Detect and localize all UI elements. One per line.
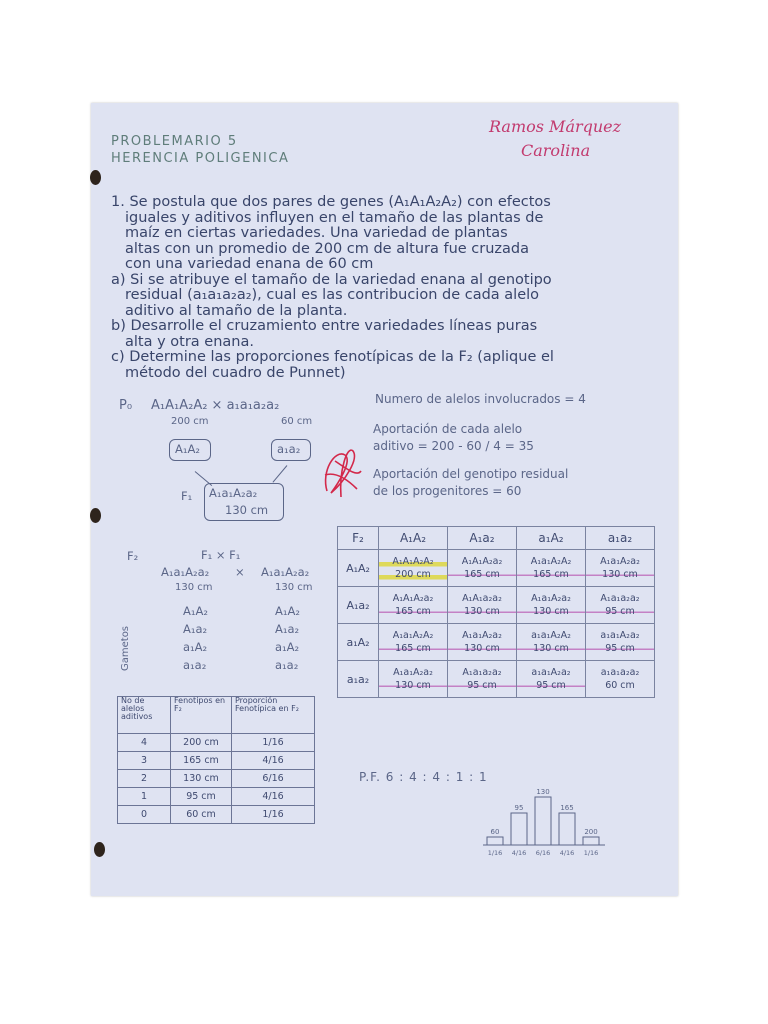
gamete-tall: A₁A₂ xyxy=(175,442,200,456)
punnett-genotype: A₁a₁a₂a₂ xyxy=(462,667,502,678)
bar-category-label: 60 xyxy=(490,828,500,836)
phenotype-table-header: No de alelos aditivos xyxy=(118,697,171,734)
p0-cross: A₁A₁A₂A₂ × a₁a₁a₂a₂ xyxy=(151,398,280,413)
binder-hole xyxy=(90,508,101,523)
statement-line: maíz en ciertas variedades. Una variedad de plantas xyxy=(125,225,508,241)
punnett-height: 95 cm xyxy=(448,679,516,692)
f1-height: 130 cm xyxy=(225,503,269,517)
statement-line: aditivo al tamaño de la planta. xyxy=(125,302,348,319)
punnett-column-header: a₁a₂ xyxy=(586,527,655,550)
table-row xyxy=(118,752,315,770)
punnett-height: 95 cm xyxy=(586,605,654,618)
phenotype-table-cell: 4/16 xyxy=(232,752,315,770)
table-row xyxy=(118,734,315,752)
contribution-note-2: aditivo = 200 - 60 / 4 = 35 xyxy=(373,439,534,453)
punnett-row-header: A₁A₂ xyxy=(338,550,379,587)
phenotype-table-cell: 165 cm xyxy=(171,752,232,770)
p0-tall-height: 200 cm xyxy=(171,416,209,427)
bar-proportion-label: 4/16 xyxy=(511,849,527,857)
punnett-height: 200 cm xyxy=(379,568,447,581)
residual-note-1: Aportación del genotipo residual xyxy=(373,467,569,481)
table-row xyxy=(118,788,315,806)
punnett-cell xyxy=(586,661,655,698)
punnett-row-header: a₁A₂ xyxy=(338,624,379,661)
punnett-height: 165 cm xyxy=(448,568,516,581)
phenotype-table-header: Fenotipos en F₂ xyxy=(171,697,232,734)
binder-hole xyxy=(90,170,101,185)
f2-cross-x: × xyxy=(235,565,245,579)
punnett-height: 130 cm xyxy=(517,605,585,618)
punnett-height: 165 cm xyxy=(379,642,447,655)
punnett-height: 130 cm xyxy=(379,679,447,692)
punnett-row-header: A₁a₂ xyxy=(338,587,379,624)
alleles-note: Numero de alelos involucrados = 4 xyxy=(375,392,586,406)
punnett-cell xyxy=(448,624,517,661)
statement-line: c) Determine las proporciones fenotípicas de la F₂ (aplique el xyxy=(111,349,554,365)
gamete-item: a₁a₂ xyxy=(275,658,299,672)
phenotype-bar xyxy=(535,797,551,845)
gamete-item: A₁A₂ xyxy=(275,604,300,618)
punnett-height: 165 cm xyxy=(517,568,585,581)
statement-line: b) Desarrolle el cruzamiento entre variedades líneas puras xyxy=(111,318,538,334)
punnett-genotype: A₁a₁A₂a₂ xyxy=(531,593,571,604)
phenotype-table-cell: 130 cm xyxy=(171,770,232,788)
punnett-cell xyxy=(517,550,586,587)
bar-proportion-label: 1/16 xyxy=(487,849,503,857)
punnett-cell xyxy=(586,587,655,624)
f2-right-genotype: A₁a₁A₂a₂ xyxy=(261,565,310,579)
gamete-item: A₁a₂ xyxy=(183,622,208,636)
phenotype-table-cell: 1/16 xyxy=(232,734,315,752)
bar-proportion-label: 4/16 xyxy=(559,849,575,857)
phenotype-table-cell: 2 xyxy=(118,770,171,788)
phenotype-bar xyxy=(487,837,503,845)
punnett-height: 130 cm xyxy=(586,568,654,581)
binder-hole xyxy=(94,842,105,857)
phenotype-table xyxy=(117,696,315,824)
punnett-column-header: A₁A₂ xyxy=(379,527,448,550)
phenotype-table-cell: 6/16 xyxy=(232,770,315,788)
statement-line: iguales y aditivos influyen en el tamaño de las plantas de xyxy=(125,209,544,226)
f2-label: F₂ xyxy=(127,549,139,563)
statement-line: alta y otra enana. xyxy=(125,333,254,350)
punnett-genotype: a₁a₁A₂a₂ xyxy=(531,667,571,678)
punnett-height: 130 cm xyxy=(517,642,585,655)
punnett-column-header: a₁A₂ xyxy=(517,527,586,550)
author-firstname: Carolina xyxy=(521,141,591,160)
punnett-genotype: A₁A₁a₂a₂ xyxy=(462,593,502,604)
worksheet-subtitle: HERENCIA POLIGENICA xyxy=(111,151,290,166)
punnett-genotype: A₁a₁A₂a₂ xyxy=(600,556,640,567)
gamete-item: a₁A₂ xyxy=(275,640,300,654)
author-surname: Ramos Márquez xyxy=(489,117,622,136)
red-scribble-mark xyxy=(317,441,367,503)
gamete-item: a₁A₂ xyxy=(183,640,208,654)
worksheet-title: PROBLEMARIO 5 xyxy=(111,134,238,149)
punnett-genotype: a₁a₁A₂a₂ xyxy=(600,630,640,641)
statement-line: altas con un promedio de 200 cm de altura fue cruzada xyxy=(125,240,529,257)
phenotype-table-cell: 4/16 xyxy=(232,788,315,806)
phenotype-bar-sketch xyxy=(479,785,609,865)
punnett-genotype: A₁a₁A₂a₂ xyxy=(462,630,502,641)
phenotype-table-cell: 60 cm xyxy=(171,806,232,824)
statement-line: 1. Se postula que dos pares de genes (A₁A₁A₂A₂) con efectos xyxy=(111,194,551,210)
phenotype-bar xyxy=(583,837,599,845)
punnett-cell xyxy=(517,587,586,624)
contribution-note-1: Aportación de cada alelo xyxy=(373,422,523,436)
phenotype-table-cell: 4 xyxy=(118,734,171,752)
punnett-cell xyxy=(379,550,448,587)
phenotype-table-cell: 1/16 xyxy=(232,806,315,824)
statement-line: a) Si se atribuye el tamaño de la variedad enana al genotipo xyxy=(111,271,552,288)
residual-note-2: de los progenitores = 60 xyxy=(373,484,522,498)
bar-proportion-label: 1/16 xyxy=(583,849,599,857)
punnett-cell xyxy=(379,624,448,661)
f2-left-genotype: A₁a₁A₂a₂ xyxy=(161,565,210,579)
punnett-genotype: A₁A₁A₂a₂ xyxy=(392,593,434,604)
punnett-genotype: A₁A₁A₂A₂ xyxy=(379,555,447,568)
gamete-item: A₁A₂ xyxy=(183,604,208,618)
punnett-height: 60 cm xyxy=(605,680,635,691)
punnett-square xyxy=(337,526,655,698)
gametes-label: Gametos xyxy=(120,625,131,671)
punnett-cell xyxy=(448,661,517,698)
scribble-path xyxy=(325,450,361,497)
punnett-genotype: A₁a₁a₂a₂ xyxy=(600,593,640,604)
punnett-genotype: A₁A₁A₂a₂ xyxy=(461,556,503,567)
f2-right-height: 130 cm xyxy=(275,582,313,593)
punnett-height: 130 cm xyxy=(448,605,516,618)
punnett-genotype: a₁a₁a₂a₂ xyxy=(600,667,640,678)
bar-category-label: 165 xyxy=(560,804,574,812)
punnett-height: 95 cm xyxy=(586,642,654,655)
punnett-genotype: A₁a₁A₂A₂ xyxy=(530,556,572,567)
phenotype-table-cell: 0 xyxy=(118,806,171,824)
cross-line-right xyxy=(272,465,287,482)
table-row xyxy=(118,806,315,824)
f2-left-height: 130 cm xyxy=(175,582,213,593)
statement-line: con una variedad enana de 60 cm xyxy=(125,256,374,272)
gamete-dwarf: a₁a₂ xyxy=(277,442,301,456)
bar-category-label: 95 xyxy=(514,804,524,812)
bar-proportion-label: 6/16 xyxy=(535,849,551,857)
f1-label: F₁ xyxy=(181,489,193,503)
phenotype-table-cell: 200 cm xyxy=(171,734,232,752)
punnett-cell xyxy=(448,587,517,624)
punnett-cell xyxy=(448,550,517,587)
punnett-height: 165 cm xyxy=(379,605,447,618)
punnett-height: 130 cm xyxy=(448,642,516,655)
phenotype-bar xyxy=(511,813,527,845)
punnett-genotype: A₁a₁A₂A₂ xyxy=(392,630,434,641)
punnett-height: 95 cm xyxy=(517,679,585,692)
phenotypic-ratio: P.F. 6 : 4 : 4 : 1 : 1 xyxy=(359,770,488,784)
gamete-item: A₁a₂ xyxy=(275,622,300,636)
punnett-cell xyxy=(517,624,586,661)
phenotype-table-cell: 95 cm xyxy=(171,788,232,806)
statement-line: residual (a₁a₁a₂a₂), cual es las contribucion de cada alelo xyxy=(125,287,540,303)
bar-category-label: 130 xyxy=(536,788,550,796)
statement-line: método del cuadro de Punnet) xyxy=(125,364,346,381)
p0-label: P₀ xyxy=(119,398,133,413)
phenotype-table-cell: 3 xyxy=(118,752,171,770)
phenotype-table-cell: 1 xyxy=(118,788,171,806)
punnett-cell xyxy=(379,661,448,698)
notebook-page xyxy=(91,103,678,896)
punnett-column-header: A₁a₂ xyxy=(448,527,517,550)
punnett-genotype: A₁a₁A₂a₂ xyxy=(393,667,433,678)
phenotype-table-header: Proporción Fenotípica en F₂ xyxy=(232,697,315,734)
p0-dwarf-height: 60 cm xyxy=(281,416,313,427)
punnett-cell xyxy=(586,624,655,661)
punnett-genotype: a₁a₁A₂A₂ xyxy=(531,630,571,641)
punnett-row-header: a₁a₂ xyxy=(338,661,379,698)
gamete-item: a₁a₂ xyxy=(183,658,207,672)
f1-genotype: A₁a₁A₂a₂ xyxy=(209,486,258,500)
phenotype-bar xyxy=(559,813,575,845)
punnett-cell xyxy=(586,550,655,587)
punnett-cell xyxy=(517,661,586,698)
bar-category-label: 200 xyxy=(584,828,598,836)
punnett-cell xyxy=(379,587,448,624)
f2-cross-title: F₁ × F₁ xyxy=(201,548,241,562)
table-row xyxy=(118,770,315,788)
punnett-corner: F₂ xyxy=(338,527,379,550)
